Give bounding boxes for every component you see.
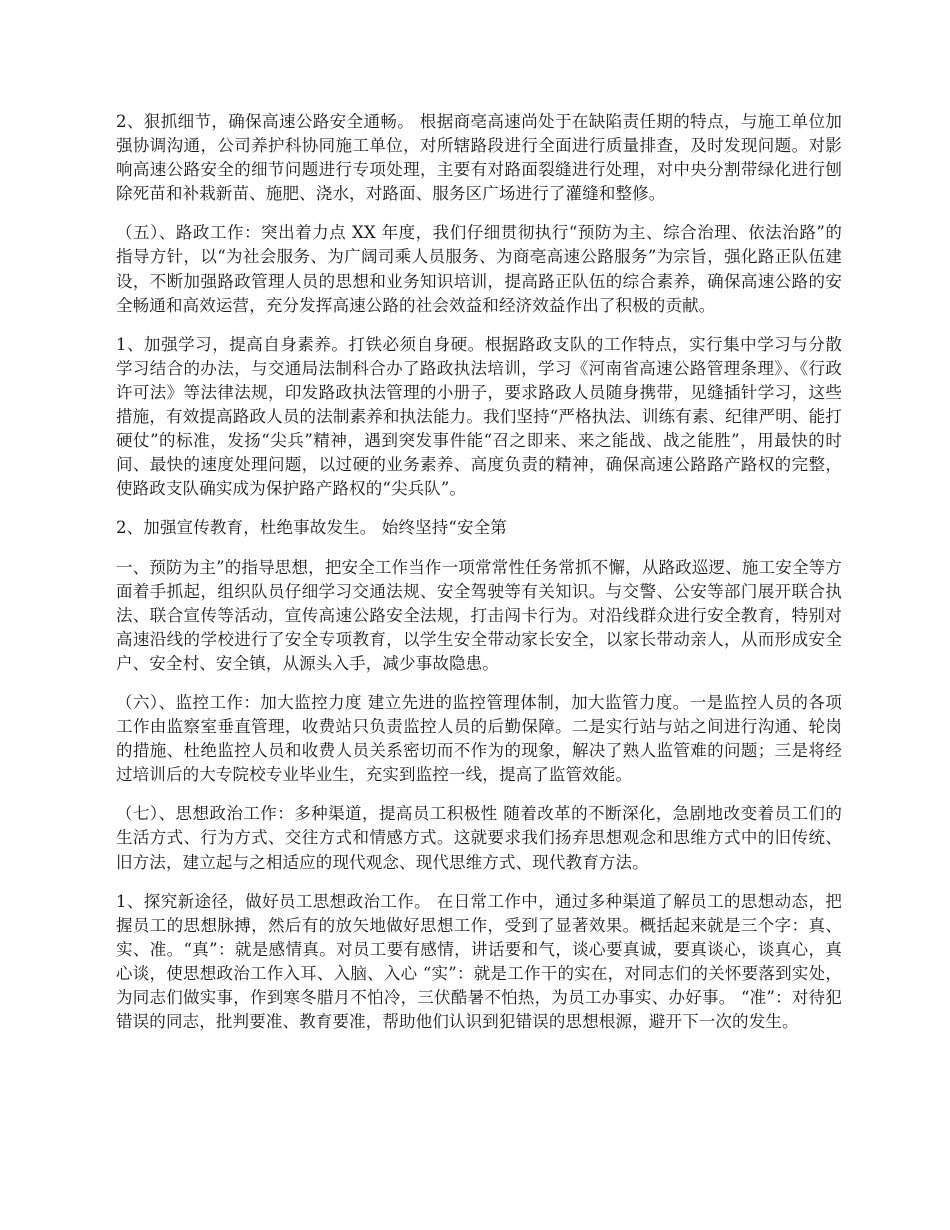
- paragraph-monitoring-work: （六）、监控工作：加大监控力度 建立先进的监控管理体制，加大监管力度。一是监控人员的各项工作由监察室垂直管理，收费站只负责监控人员的后勤保障。二是实行站与站之间进行沟通、轮岗的措施、杜绝监控人员和收费人员关系密切而不作为的现象，解决了熟人监管难的问题；三是将经过培训后的大专院校专业毕业生，充实到监控一线，提高了监管效能。: [116, 692, 842, 785]
- paragraph-political-work: （七）、思想政治工作：多种渠道，提高员工积极性 随着改革的不断深化，急剧地改变着员工们的生活方式、行为方式、交往方式和情感方式。这就要求我们扬弃思想观念和思维方式中的旧传统、旧方法，建立起与之相适应的现代观念、现代思维方式、现代教育方法。: [116, 804, 842, 872]
- document-page: [116, 110, 842, 1049]
- paragraph-new-approaches: 1、探究新途径，做好员工思想政治工作。 在日常工作中，通过多种渠道了解员工的思想动态，把握员工的思想脉搏，然后有的放矢地做好思想工作，受到了显著效果。概括起来就是三个字：真、实、准。“真”：就是感情真。对员工要有感情，讲话要和气，谈心要真诚，要真谈心，谈真心，真心谈，使思想政治工作入耳、入脑、入心 “实”：就是工作干的实在，对同志们的关怀要落到实处，为同志们做实事，作到寒冬腊月不怕冷，三伏酷暑不怕热，为员工办事实、办好事。 “准”：对待犯错误的同志，批判要准、教育要准，帮助他们认识到犯错误的思想根源，避开下一次的发生。: [116, 891, 842, 1032]
- paragraph-road-administration: （五）、路政工作：突出着力点 XX 年度，我们仔细贯彻执行“预防为主、综合治理、依法治路”的指导方针，以“为社会服务、为广阔司乘人员服务、为商亳高速公路服务”为宗旨，强化路正队伍建设，不断加强路政管理人员的思想和业务知识培训，提高路正队伍的综合素养，确保高速公路的安全畅通和高效运营，充分发挥高速公路的社会效益和经济效益作出了积极的贡献。: [116, 223, 842, 315]
- paragraph-road-safety-details: 2、狠抓细节，确保高速公路安全通畅。 根据商亳高速尚处于在缺陷责任期的特点，与施工单位加强协调沟通，公司养护科协同施工单位，对所辖路段进行全面进行质量排查，及时发现问题。对影响高速公路安全的细节问题进行专项处理，主要有对路面裂缝进行处理，对中央分割带绿化进行刨除死苗和补栽新苗、施肥、浇水，对路面、服务区广场进行了灌缝和整修。: [116, 112, 842, 204]
- paragraph-prevention-first: 一、预防为主”的指导思想，把安全工作当作一项常常性任务常抓不懈，从路政巡逻、施工安全等方面着手抓起，组织队员仔细学习交通法规、安全驾驶等有关知识。与交警、公安等部门展开联合执法、联合宣传等活动，宣传高速公路安全法规，打击闯卡行为。对沿线群众进行安全教育，特别对高速沿线的学校进行了安全专项教育，以学生安全带动家长安全，以家长带动亲人，从而形成安全户、安全村、安全镇，从源头入手，减少事故隐患。: [116, 557, 842, 673]
- paragraph-strengthen-study: 1、加强学习，提高自身素养。打铁必须自身硬。根据路政支队的工作特点，实行集中学习与分散学习结合的办法，与交通局法制科合办了路政执法培训，学习《河南省高速公路管理条理》、《行政许可法》等法律法规，印发路政执法管理的小册子，要求路政人员随身携带，见缝插针学习，这些措施，有效提高路政人员的法制素养和执法能力。我们坚持“严格执法、训练有素、纪律严明、能打硬仗”的标准，发扬“尖兵”精神，遇到突发事件能“召之即来、来之能战、战之能胜”，用最快的时间、最快的速度处理问题，以过硬的业务素养、高度负责的精神，确保高速公路路产路权的完整，使路政支队确实成为保护路产路权的“尖兵队”。: [116, 334, 842, 499]
- paragraph-safety-education-heading: 2、加强宣传教育，杜绝事故发生。 始终坚持“安全第: [116, 518, 507, 538]
